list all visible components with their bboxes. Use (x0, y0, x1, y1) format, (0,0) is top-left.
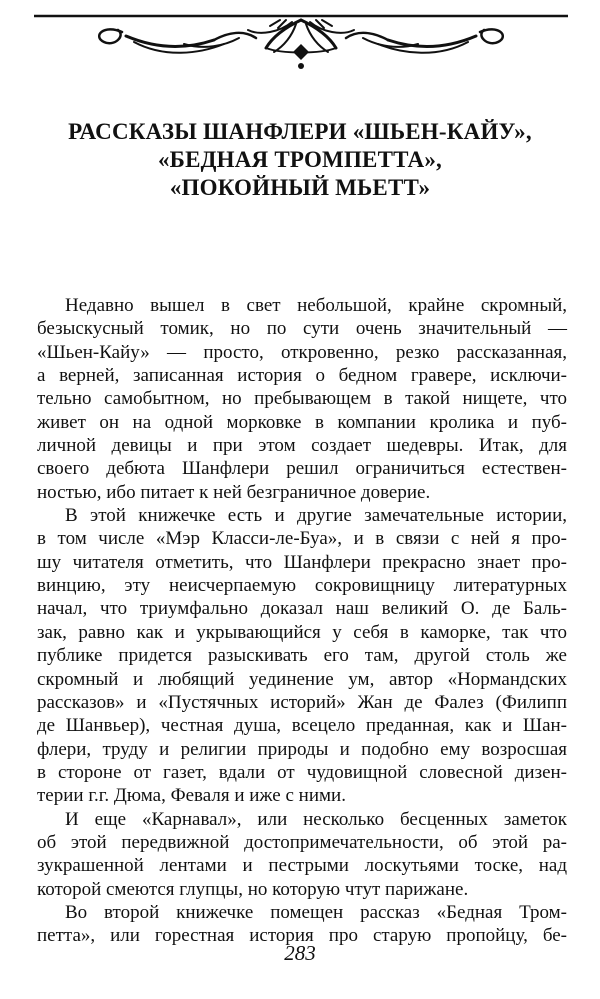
title-line: РАССКАЗЫ ШАНФЛЕРИ «ШЬЕН-КАЙУ», (68, 119, 532, 144)
text-line: живет он на одной морковке в компании кролика и пуб- (37, 411, 567, 433)
text-line: тельно самобытном, но пребывающем в такой нищете, что (37, 388, 567, 410)
text-line: публике придется разыскивать его там, другой столь же (37, 645, 567, 667)
decorative-headpiece-icon (34, 14, 568, 70)
text-line: скромный и любящий уединение ум, автор «Нормандских (37, 668, 567, 690)
text-line: ностью, ибо питает к ней безграничное доверие. (37, 481, 431, 503)
text-line: начал, что триумфально доказал наш великий О. де Баль- (37, 598, 567, 620)
text-line: Недавно вышел в свет небольшой, крайне скромный, (65, 295, 567, 316)
text-line: личной девицы и при этом создает шедевры. Итак, для (37, 435, 567, 457)
text-line: зукрашенной лентами и пестрыми лоскутьями тоске, над (37, 855, 567, 877)
paragraph (37, 808, 567, 901)
text-line: флери, труду и религии природы и подобно ему возросшая (37, 738, 567, 760)
text-line: винцию, эту неисчерпаемую сокровищницу литературных (37, 575, 567, 597)
text-line: де Шанвьер), честная душа, всецело преданная, как и Шан- (37, 715, 567, 737)
text-line: безыскусный томик, но по сути очень значительный — (37, 318, 567, 340)
title-line: «ПОКОЙНЫЙ МЬЕТТ» (169, 175, 431, 200)
text-line: В этой книжечке есть и другие замечательные истории, (65, 505, 567, 527)
text-line: в стороне от газет, вдали от чудовищной словесной дизен- (37, 761, 567, 783)
text-line: об этой передвижной достопримечательности, об этой ра- (37, 831, 567, 853)
text-line: которой смеются глупцы, но которую чтут парижане. (37, 878, 469, 900)
text-line: зак, равно как и укрывающийся у себя в каморке, так что (37, 621, 567, 643)
text-line: рассказов» и «Пустячных историй» Жан де Фалез (Филипп (37, 691, 567, 713)
text-line: а верней, записанная история о бедном гравере, исключи- (37, 365, 567, 387)
text-line: шу читателя отметить, что Шанфлери прекрасно знает про- (37, 551, 567, 573)
text-line: петта», или горестная история про старую пропойцу, бе- (37, 925, 567, 947)
title-line: «БЕДНАЯ ТРОМПЕТТА», (157, 147, 442, 172)
text-line: Во второй книжечке помещен рассказ «Бедная Тром- (65, 901, 567, 923)
text-line: терии г.г. Дюма, Феваля и иже с ними. (37, 785, 346, 807)
text-line: «Шьен-Кайу» — просто, откровенно, резко рассказанная, (37, 341, 567, 363)
paragraph (37, 294, 567, 504)
text-line: в том числе «Мэр Класси-ле-Буа», и в связи с ней я про- (37, 528, 567, 550)
chapter-title (40, 118, 560, 202)
paragraph (37, 504, 567, 807)
text-line: своего дебюта Шанфлери решил ограничиться естествен- (37, 458, 567, 480)
text-line: И еще «Карнавал», или несколько бесценных заметок (65, 808, 567, 830)
body-text (37, 294, 567, 948)
page-number: 283 (284, 941, 316, 965)
